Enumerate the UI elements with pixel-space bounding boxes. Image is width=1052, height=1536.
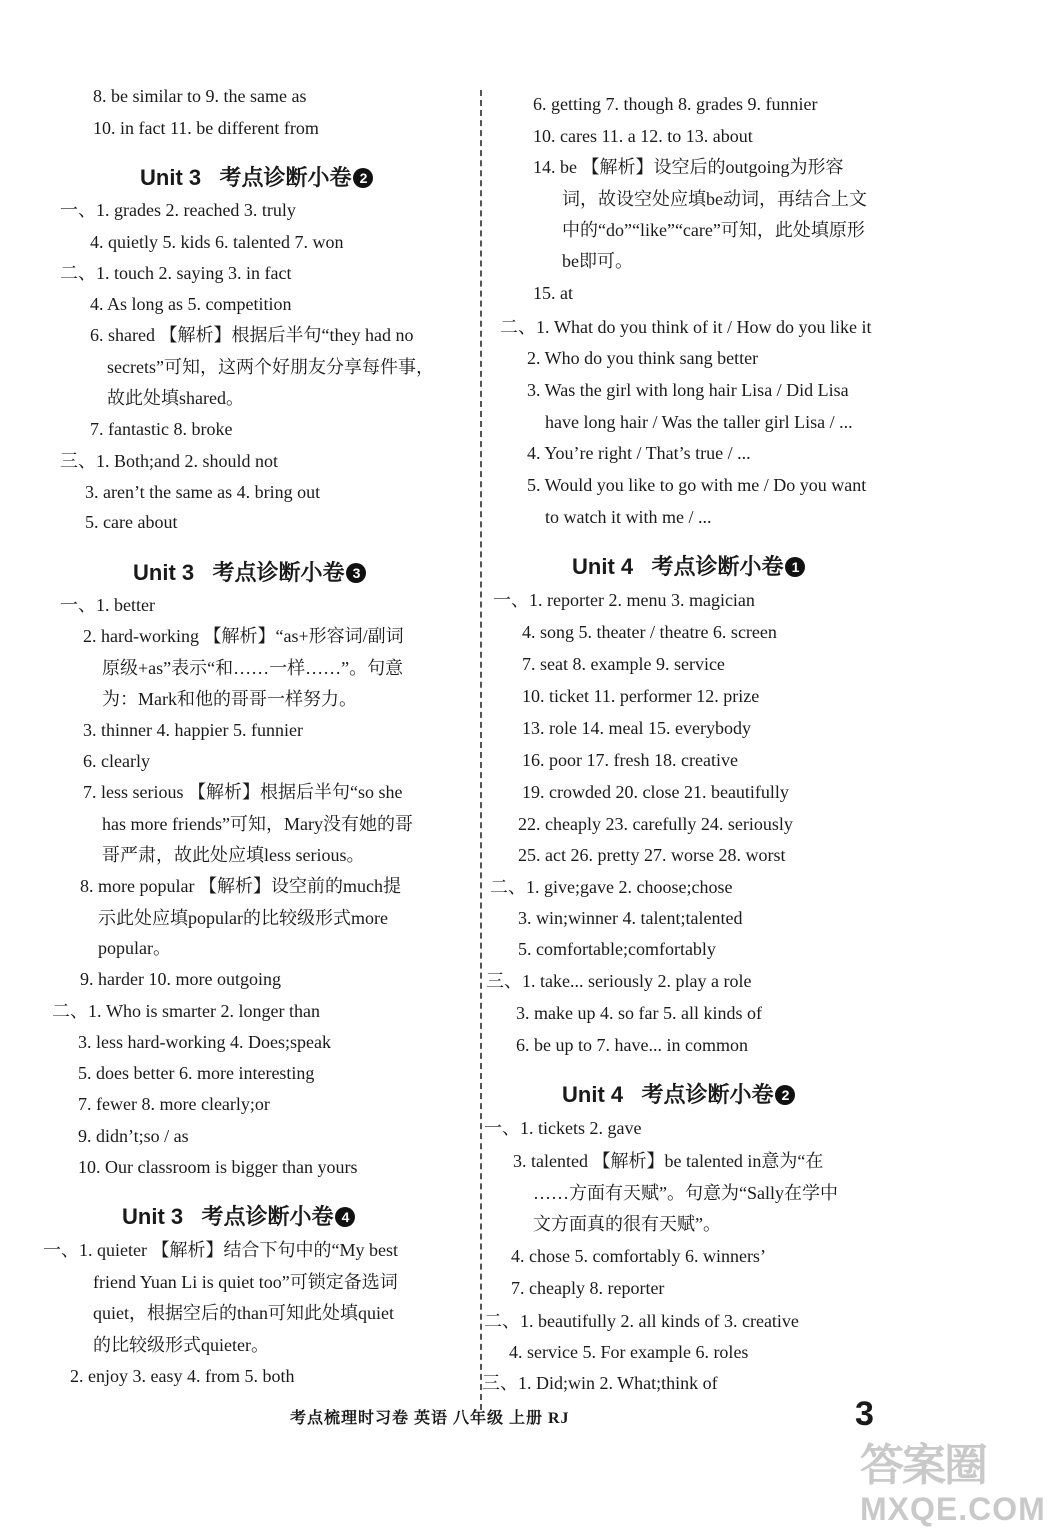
answer-line: 2. hard-working 【解析】“as+形容词/副词	[83, 626, 404, 646]
answer-line: 14. be 【解析】设空后的outgoing为形容	[533, 157, 844, 177]
answer-line: 8. be similar to 9. the same as	[93, 86, 307, 106]
column-divider	[480, 90, 482, 1410]
heading-number-badge: 2	[353, 168, 373, 188]
answer-line: 三、1. Both;and 2. should not	[60, 451, 279, 471]
answer-line: 二、1. Who is smarter 2. longer than	[52, 1001, 320, 1021]
answer-line: 二、1. touch 2. saying 3. in fact	[60, 263, 292, 283]
page-number: 3	[855, 1395, 874, 1433]
answer-line: 7. less serious 【解析】根据后半句“so she	[83, 782, 403, 802]
section-heading	[562, 1080, 795, 1110]
heading-title: 考点诊断小卷	[219, 165, 352, 190]
answer-line: 10. Our classroom is bigger than yours	[78, 1157, 358, 1177]
answer-line: 3. talented 【解析】be talented in意为“在	[513, 1151, 824, 1171]
heading-title: 考点诊断小卷	[651, 554, 784, 579]
answer-line: 19. crowded 20. close 21. beautifully	[522, 782, 789, 802]
answer-line: 5. care about	[85, 512, 178, 532]
answer-line: 三、1. take... seriously 2. play a role	[486, 971, 752, 991]
answer-line: 哥严肃，故此处应填less serious。	[102, 845, 365, 865]
heading-title: 考点诊断小卷	[212, 560, 345, 585]
heading-unit: Unit 3	[122, 1204, 184, 1229]
answer-line: 原级+as”表示“和……一样……”。句意	[102, 658, 404, 678]
section-heading	[572, 552, 805, 582]
heading-unit: Unit 4	[572, 554, 634, 579]
answer-line: 5. comfortable;comfortably	[518, 939, 716, 959]
heading-unit: Unit 3	[140, 165, 202, 190]
answer-line: 10. in fact 11. be different from	[93, 118, 319, 138]
answer-line: 中的“do”“like”“care”可知，此处填原形	[562, 220, 865, 240]
answer-line: 6. clearly	[83, 751, 150, 771]
answer-line: 7. cheaply 8. reporter	[511, 1278, 665, 1298]
answer-line: 的比较级形式quieter。	[93, 1335, 269, 1355]
answer-line: 10. ticket 11. performer 12. prize	[522, 686, 760, 706]
answer-line: 9. harder 10. more outgoing	[80, 969, 281, 989]
answer-line: 3. win;winner 4. talent;talented	[518, 908, 743, 928]
answer-line: 7. fewer 8. more clearly;or	[78, 1094, 270, 1114]
section-heading	[140, 163, 373, 193]
heading-unit: Unit 3	[133, 560, 195, 585]
answer-line: ……方面有天赋”。句意为“Sally在学中	[533, 1183, 838, 1203]
answer-line: 4. service 5. For example 6. roles	[509, 1342, 749, 1362]
answer-line: 4. quietly 5. kids 6. talented 7. won	[90, 232, 344, 252]
answer-line: 一、1. reporter 2. menu 3. magician	[493, 590, 755, 610]
heading-number-badge: 1	[785, 557, 805, 577]
answer-line: 10. cares 11. a 12. to 13. about	[533, 126, 753, 146]
answer-line: has more friends”可知，Mary没有她的哥	[102, 814, 413, 834]
answer-line: 一、1. better	[60, 595, 155, 615]
answer-line: 二、1. give;gave 2. choose;chose	[490, 877, 733, 897]
answer-line: 25. act 26. pretty 27. worse 28. worst	[518, 845, 786, 865]
heading-number-badge: 3	[346, 563, 366, 583]
answer-line: 3. Was the girl with long hair Lisa / Did Lisa	[527, 380, 849, 400]
heading-title: 考点诊断小卷	[201, 1204, 334, 1229]
section-heading	[133, 558, 366, 588]
answer-line: 3. less hard-working 4. Does;speak	[78, 1032, 331, 1052]
answer-line: 6. shared 【解析】根据后半句“they had no	[90, 325, 414, 345]
watermark-logo	[860, 1440, 1050, 1535]
answer-line: quiet，根据空后的than可知此处填quiet	[93, 1303, 394, 1323]
watermark-text: 答案圈	[860, 1441, 986, 1490]
answer-line: 22. cheaply 23. carefully 24. seriously	[518, 814, 793, 834]
answer-line: have long hair / Was the taller girl Lisa / ...	[545, 412, 853, 432]
answer-line: 6. be up to 7. have... in common	[516, 1035, 748, 1055]
answer-line: be即可。	[562, 251, 633, 271]
answer-line: 示此处应填popular的比较级形式more	[98, 908, 388, 928]
answer-line: 二、1. What do you think of it / How do you like it	[500, 317, 872, 337]
answer-line: secrets”可知，这两个好朋友分享每件事，	[107, 357, 434, 377]
answer-line: friend Yuan Li is quiet too”可锁定备选词	[93, 1272, 398, 1292]
answer-line: 4. chose 5. comfortably 6. winners’	[511, 1246, 766, 1266]
heading-unit: Unit 4	[562, 1082, 624, 1107]
answer-line: 2. Who do you think sang better	[527, 348, 759, 368]
answer-line: 一、1. grades 2. reached 3. truly	[60, 200, 296, 220]
answer-line: popular。	[98, 938, 171, 958]
answer-line: 16. poor 17. fresh 18. creative	[522, 750, 738, 770]
section-heading	[122, 1202, 355, 1232]
answer-line: 二、1. beautifully 2. all kinds of 3. creative	[484, 1311, 799, 1331]
answer-line: 7. fantastic 8. broke	[90, 419, 233, 439]
answer-line: 6. getting 7. though 8. grades 9. funnier	[533, 94, 818, 114]
answer-line: 3. thinner 4. happier 5. funnier	[83, 720, 303, 740]
heading-title: 考点诊断小卷	[641, 1082, 774, 1107]
answer-line: 词，故设空处应填be动词，再结合上文	[562, 189, 867, 209]
answer-line: 5. Would you like to go with me / Do you want	[527, 475, 867, 495]
heading-number-badge: 2	[775, 1085, 795, 1105]
answer-line: 2. enjoy 3. easy 4. from 5. both	[70, 1366, 295, 1386]
answer-line: 3. aren’t the same as 4. bring out	[85, 482, 321, 502]
answer-line: 一、1. quieter 【解析】结合下句中的“My best	[43, 1240, 398, 1260]
answer-line: 故此处填shared。	[107, 388, 244, 408]
answer-line: 三、1. Did;win 2. What;think of	[482, 1373, 718, 1393]
page-footer: 考点梳理时习卷 英语 八年级 上册 RJ	[290, 1410, 570, 1427]
answer-line: 13. role 14. meal 15. everybody	[522, 718, 751, 738]
answer-line: 8. more popular 【解析】设空前的much提	[80, 876, 401, 896]
answer-line: 文方面真的很有天赋”。	[533, 1214, 721, 1234]
answer-line: 5. does better 6. more interesting	[78, 1063, 315, 1083]
watermark-url: MXQE.COM	[860, 1491, 1046, 1527]
answer-line: to watch it with me / ...	[545, 507, 712, 527]
answer-line: 7. seat 8. example 9. service	[522, 654, 725, 674]
answer-line: 4. As long as 5. competition	[90, 294, 292, 314]
answer-line: 4. You’re right / That’s true / ...	[527, 443, 751, 463]
heading-number-badge: 4	[335, 1207, 355, 1227]
answer-line: 9. didn’t;so / as	[78, 1126, 189, 1146]
answer-line: 一、1. tickets 2. gave	[484, 1118, 642, 1138]
answer-line: 15. at	[533, 283, 573, 303]
answer-line: 3. make up 4. so far 5. all kinds of	[516, 1003, 762, 1023]
answer-line: 4. song 5. theater / theatre 6. screen	[522, 622, 777, 642]
answer-line: 为：Mark和他的哥哥一样努力。	[102, 689, 357, 709]
